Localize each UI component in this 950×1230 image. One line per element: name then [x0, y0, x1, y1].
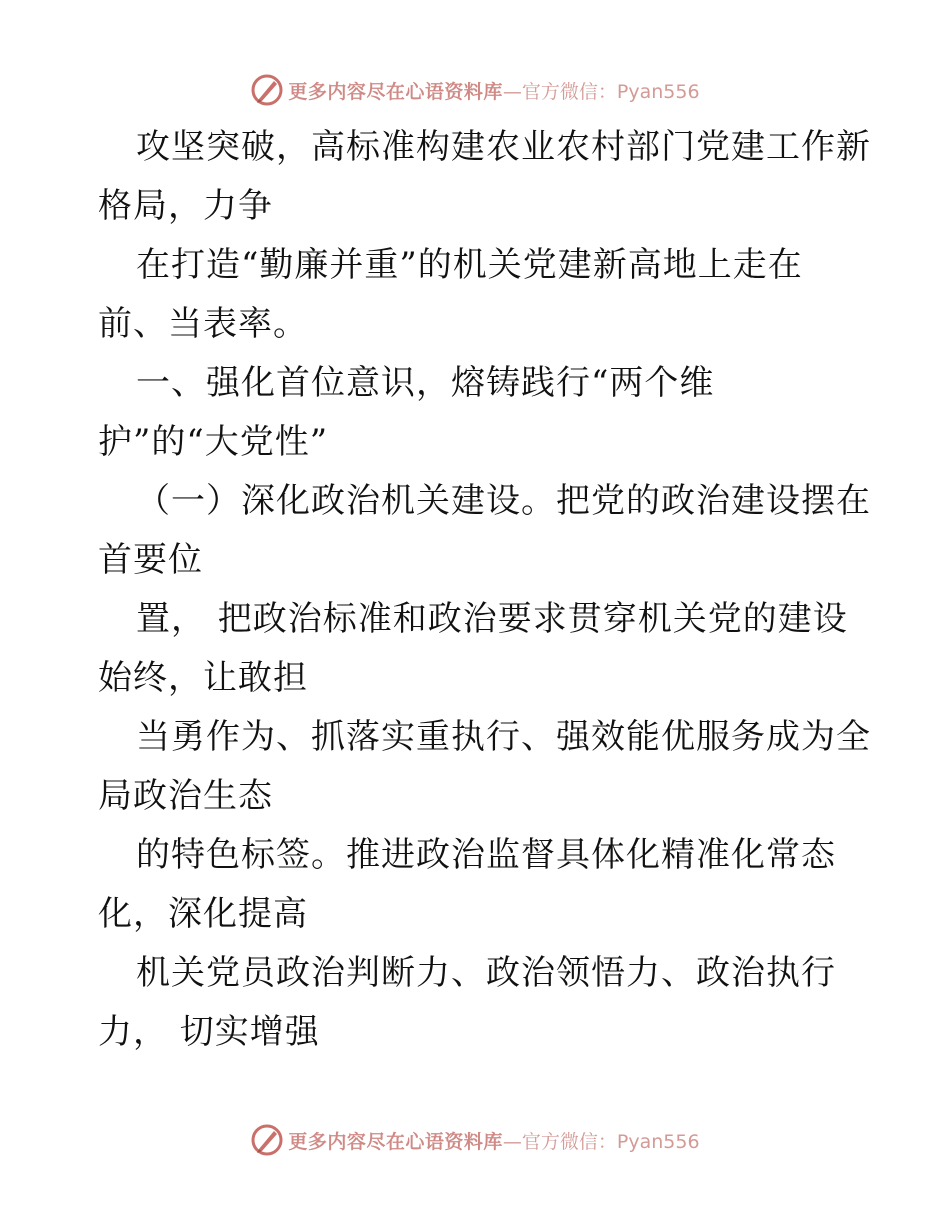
text-line: 在打造“勤廉并重”的机关党建新高地上走在 — [136, 245, 803, 285]
text-line: 首要位 — [98, 540, 203, 580]
text-line: 力， 切实增强 — [98, 1012, 320, 1052]
text-line: 的特色标签。推进政治监督具体化精准化常态 — [136, 835, 836, 875]
quill-pen-circle-icon — [250, 1123, 284, 1157]
text-line: 局政治生态 — [98, 776, 273, 816]
text-line: 前、当表率。 — [98, 304, 308, 344]
text-line: 始终，让敢担 — [98, 658, 308, 698]
text-line: 置， 把政治标准和政治要求贯穿机关党的建设 — [136, 599, 848, 639]
text-line: 当勇作为、抓落实重执行、强效能优服务成为全 — [136, 717, 871, 757]
watermark-sub-text: —官方微信：Pyan556 — [502, 1130, 700, 1153]
watermark-sub-text: —官方微信：Pyan556 — [502, 80, 700, 103]
header-watermark — [0, 70, 950, 110]
text-line: 机关党员政治判断力、政治领悟力、政治执行 — [136, 953, 836, 993]
section-heading-line: 护”的“大党性” — [98, 422, 329, 462]
footer-watermark — [0, 1120, 950, 1160]
section-heading-line: 一、强化首位意识，熔铸践行“两个维 — [136, 363, 715, 403]
text-line: （一）深化政治机关建设。把党的政治建设摆在 — [136, 481, 871, 521]
document-body — [98, 118, 871, 1062]
text-line: 攻坚突破，高标准构建农业农村部门党建工作新 — [136, 127, 871, 167]
watermark-main-text: 更多内容尽在心语资料库 — [288, 80, 503, 103]
quill-pen-circle-icon — [250, 73, 284, 107]
text-line: 化，深化提高 — [98, 894, 308, 934]
watermark-main-text: 更多内容尽在心语资料库 — [288, 1130, 503, 1153]
text-line: 格局，力争 — [98, 186, 273, 226]
